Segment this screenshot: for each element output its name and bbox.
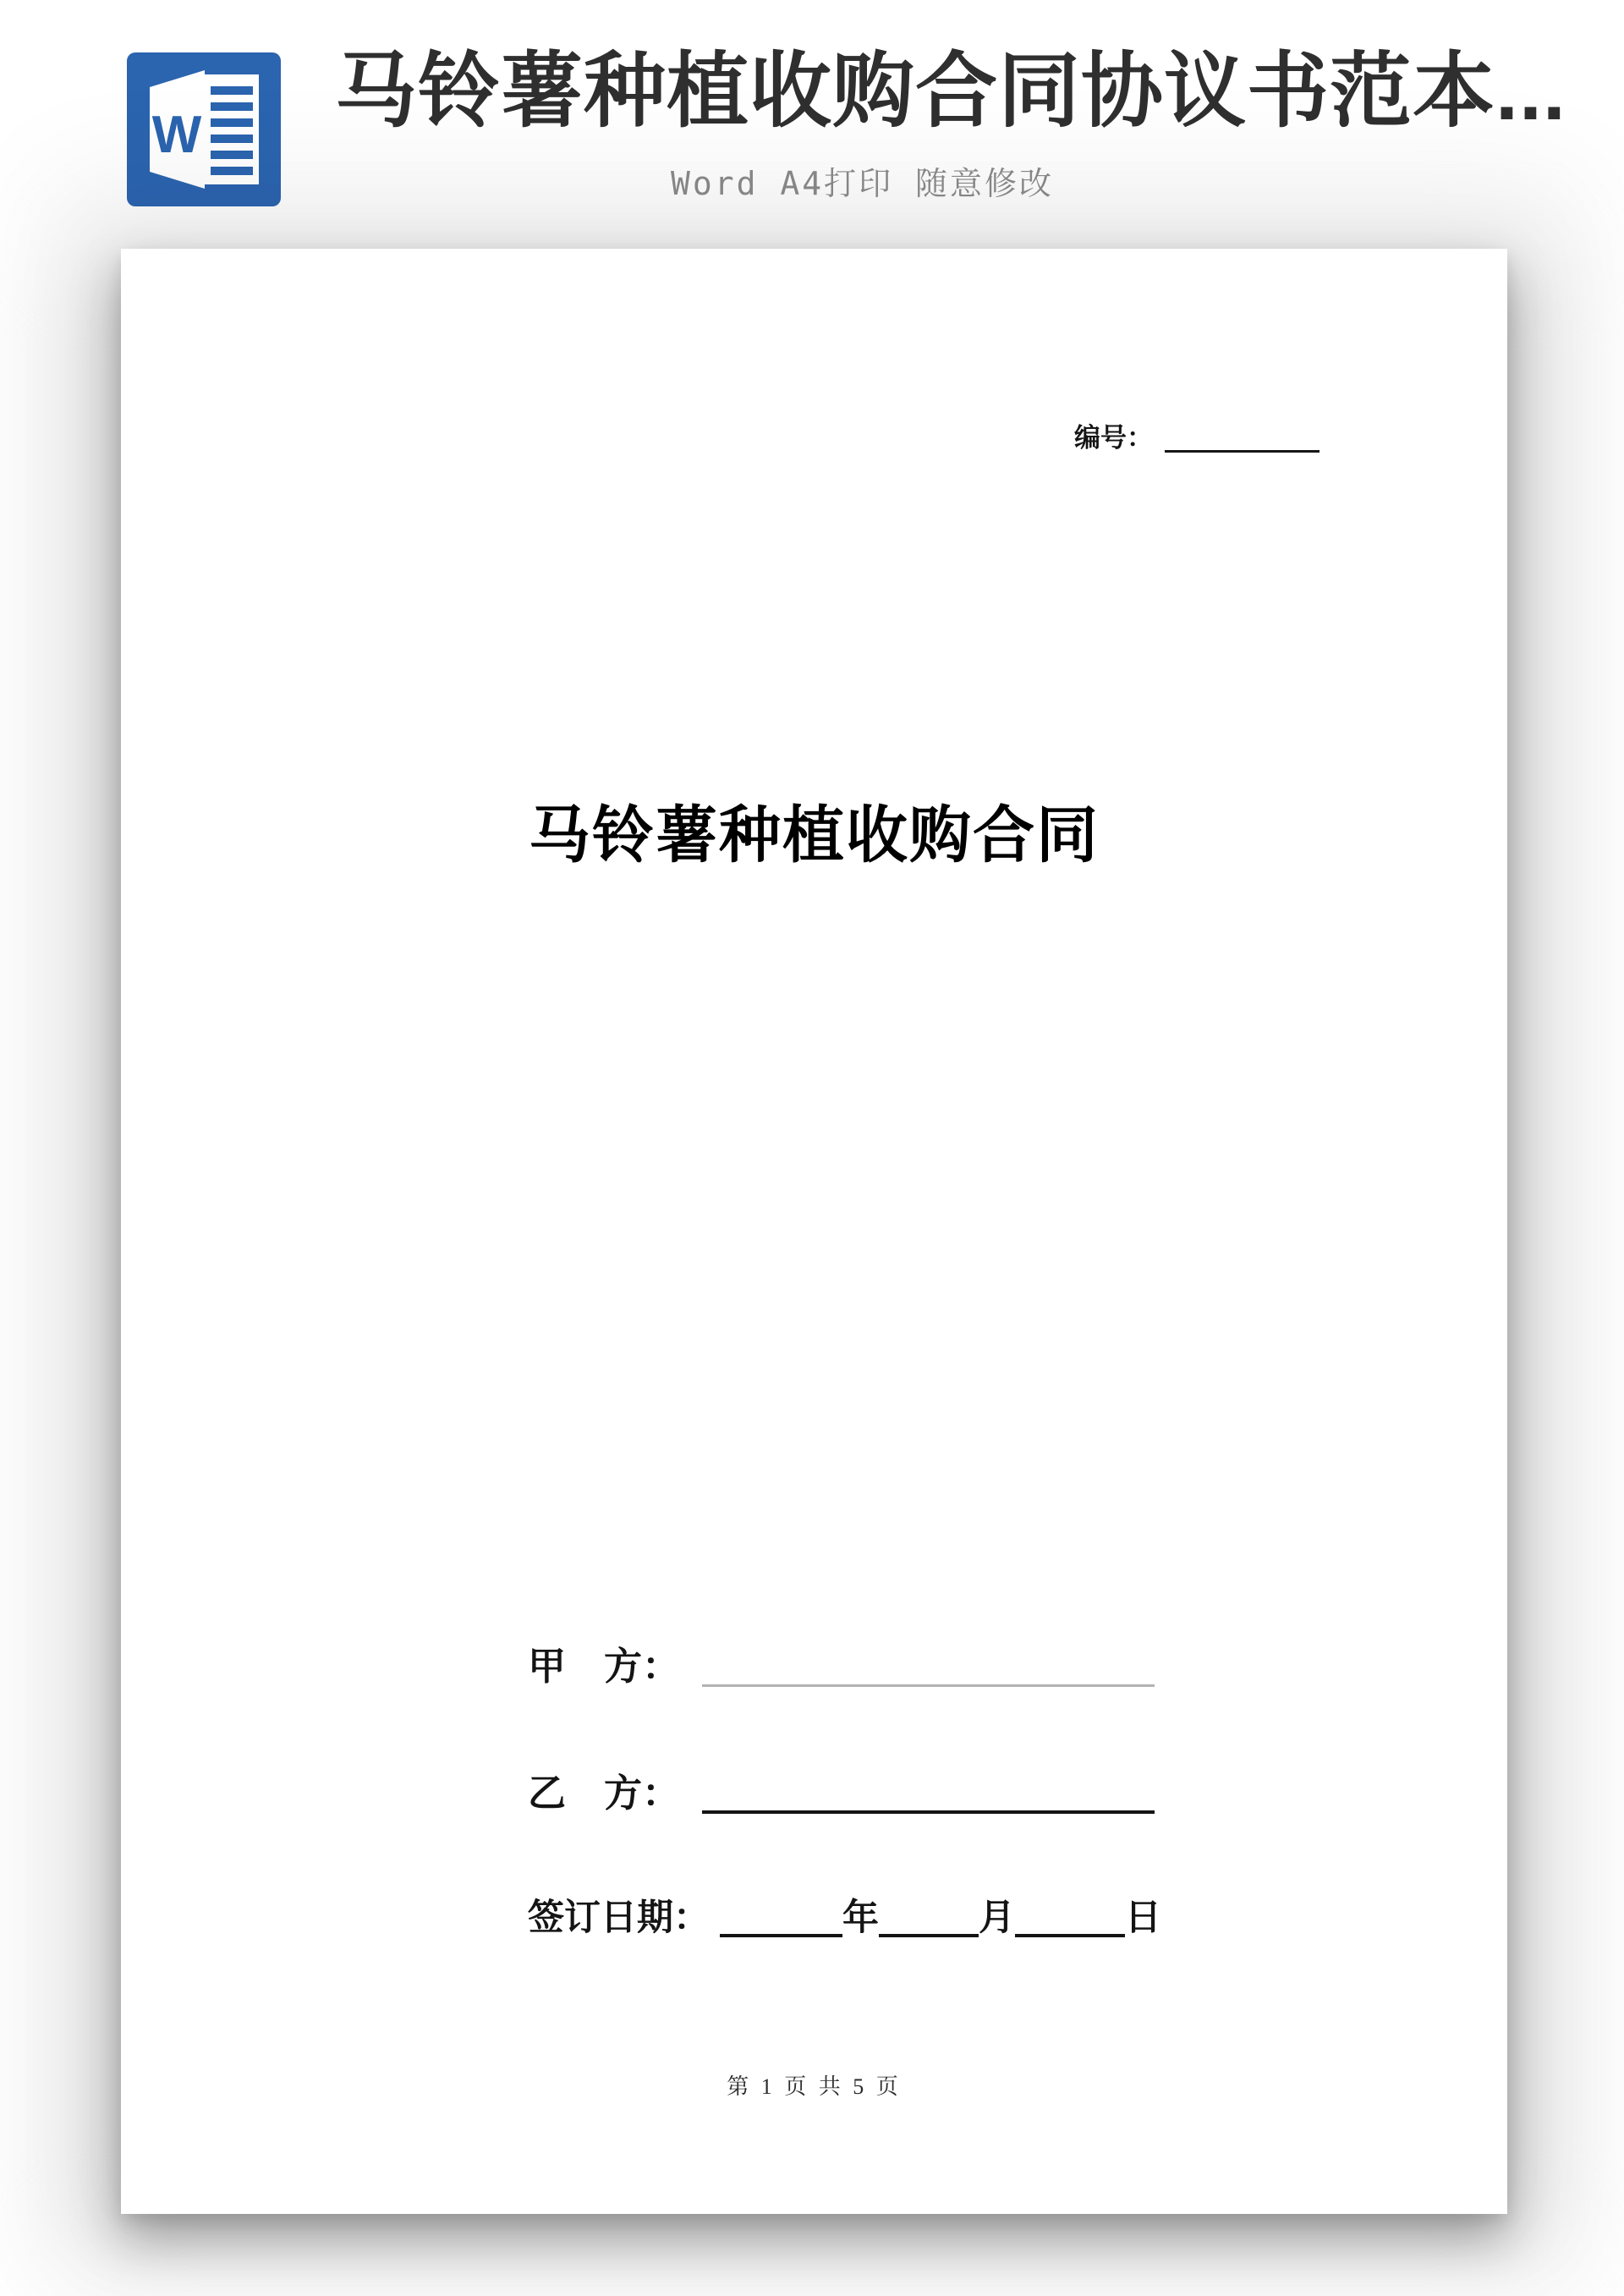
- word-icon-letter: W: [151, 106, 202, 164]
- sign-date-label: 签订日期：: [528, 1898, 710, 1938]
- sign-date-day-label: 日: [1125, 1898, 1161, 1938]
- file-subtitle: Word A4打印 随意修改: [671, 165, 1055, 202]
- sign-date-row: [528, 1889, 1161, 1941]
- party-a-row: [528, 1635, 1155, 1690]
- serial-number-label: 编号：: [1074, 423, 1153, 453]
- sign-date-day-blank: [1015, 1929, 1125, 1937]
- word-file-icon: [127, 52, 281, 206]
- serial-number-row: [1074, 416, 1320, 454]
- serial-number-blank-line: [1165, 427, 1320, 453]
- party-b-label: 乙 方：: [528, 1772, 681, 1815]
- sign-date-month-blank: [879, 1929, 979, 1937]
- word-icon-graphic: [127, 52, 281, 206]
- header: [0, 0, 1624, 230]
- sign-date-year-blank: [720, 1929, 842, 1937]
- document-page: [121, 249, 1507, 2214]
- party-b-row: [528, 1762, 1155, 1817]
- contract-title: 马铃薯种植收购合同: [529, 801, 1100, 870]
- party-a-blank-line: [702, 1678, 1155, 1687]
- page-number-footer: 第 1 页 共 5 页: [727, 2074, 902, 2099]
- party-b-blank-line: [702, 1805, 1155, 1814]
- sign-date-month-label: 月: [979, 1898, 1015, 1938]
- file-title: 马铃薯种植收购合同协议书范本...: [335, 45, 1566, 137]
- sign-date-year-label: 年: [842, 1898, 879, 1938]
- party-a-label: 甲 方：: [528, 1645, 681, 1688]
